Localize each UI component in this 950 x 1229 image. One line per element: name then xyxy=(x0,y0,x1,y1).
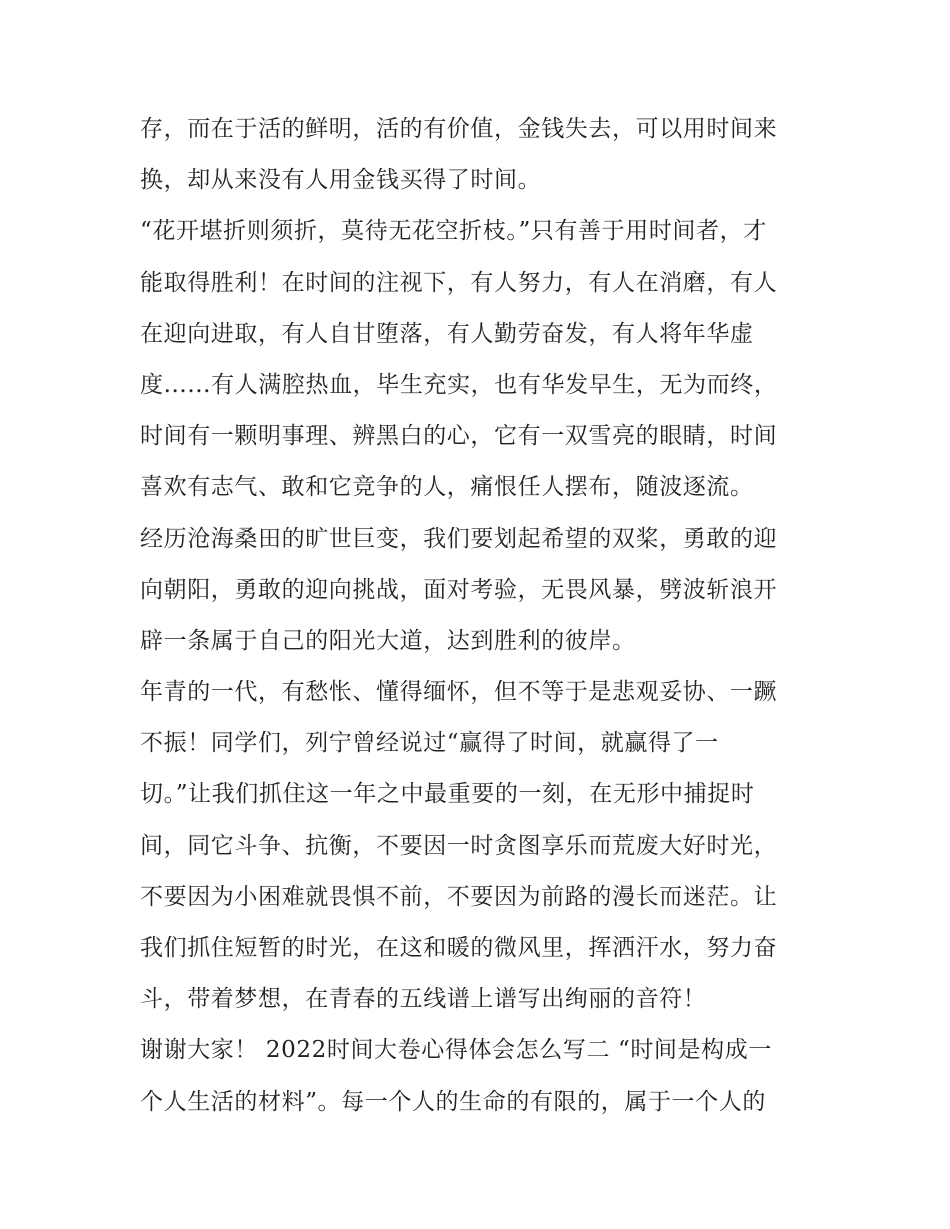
text-line: 喜欢有志气、敢和它竞争的人，痛恨任人摆布，随波逐流。 xyxy=(140,474,754,501)
text-line: 年青的一代，有愁怅、懂得缅怀，但不等于是悲观妥协、一蹶 xyxy=(140,679,778,706)
text-line: 切。”让我们抓住这一年之中最重要的一刻，在无形中捕捉时 xyxy=(140,781,755,808)
text-line: 不要因为小困难就畏惧不前，不要因为前路的漫长而迷茫。让 xyxy=(140,883,778,910)
text-line: 经历沧海桑田的旷世巨变，我们要划起希望的双桨，勇敢的迎 xyxy=(140,525,778,552)
text-line: 换，却从来没有人用金钱买得了时间。 xyxy=(140,167,542,194)
text-line: 间，同它斗争、抗衡，不要因一时贪图享乐而荒废大好时光， xyxy=(140,832,778,859)
text-line: 斗，带着梦想，在青春的五线谱上谱写出绚丽的音符！ xyxy=(140,986,707,1013)
text-line: “花开堪折则须折，莫待无花空折枝。”只有善于用时间者，才 xyxy=(140,218,767,245)
text-line: 在迎向进取，有人自甘堕落，有人勤劳奋发，有人将年华虚 xyxy=(140,320,754,347)
text-line: 时间有一颗明事理、辨黑白的心，它有一双雪亮的眼睛，时间 xyxy=(140,423,778,450)
text-line: 能取得胜利！在时间的注视下，有人努力，有人在消磨，有人 xyxy=(140,269,778,296)
text-line: 存，而在于活的鲜明，活的有价值，金钱失去，可以用时间来 xyxy=(140,116,778,142)
text-line: 辟一条属于自己的阳光大道，达到胜利的彼岸。 xyxy=(140,627,636,654)
text-line: 谢谢大家！ 2022时间大卷心得体会怎么写二 “时间是构成一 xyxy=(140,1037,772,1064)
text-line: 我们抓住短暂的时光，在这和暖的微风里，挥洒汗水，努力奋 xyxy=(140,935,778,961)
text-line: 不振！同学们，列宁曾经说过“赢得了时间，就赢得了一 xyxy=(140,730,719,757)
text-line: 度......有人满腔热血，毕生充实，也有华发早生，无为而终， xyxy=(140,371,778,398)
body-text xyxy=(140,104,820,1128)
text-line: 向朝阳，勇敢的迎向挑战，面对考验，无畏风暴，劈波斩浪开 xyxy=(140,576,778,603)
text-line: 个人生活的材料”。每一个人的生命的有限的，属于一个人的 xyxy=(140,1088,766,1115)
